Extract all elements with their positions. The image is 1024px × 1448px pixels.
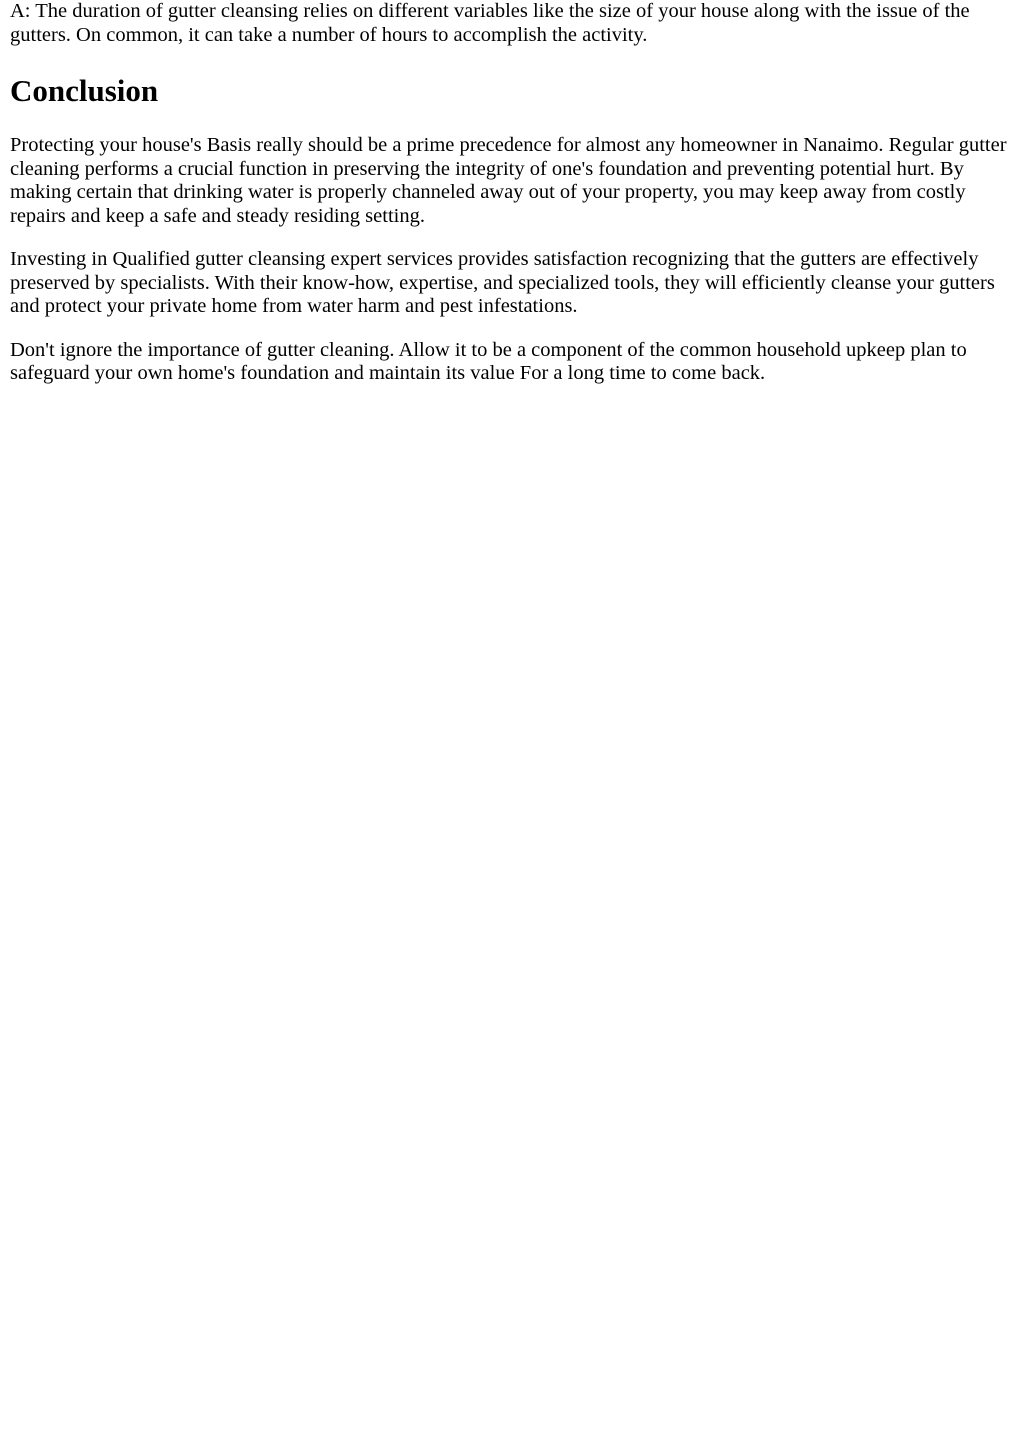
conclusion-paragraph-2: Investing in Qualified gutter cleansing expert services provides satisfaction recognizing that the gutters are effectively preserved by specialists. With their know-how, expertise, and specialized tools, they will efficiently cleanse your gutters and protect your private home from water harm and pest infestations. <box>10 248 995 317</box>
conclusion-paragraph-3: Don't ignore the importance of gutter cleaning. Allow it to be a component of the common household upkeep plan to safeguard your own home's foundation and maintain its value For a long time to come back. <box>10 338 967 384</box>
article-body <box>10 0 1018 386</box>
conclusion-paragraph-1: Protecting your house's Basis really should be a prime precedence for almost any homeowner in Nanaimo. Regular gutter cleaning performs a crucial function in preserving the integrity of one's foundation and preventing potential hurt. By making certain that drinking water is properly channeled away out of your property, you may keep away from costly repairs and keep a safe and steady residing setting. <box>10 134 1007 227</box>
faq-answer-text: A: The duration of gutter cleansing relies on different variables like the size of your house along with the issue of the gutters. On common, it can take a number of hours to accomplish the activity. <box>10 0 970 46</box>
conclusion-heading: Conclusion <box>10 73 159 108</box>
